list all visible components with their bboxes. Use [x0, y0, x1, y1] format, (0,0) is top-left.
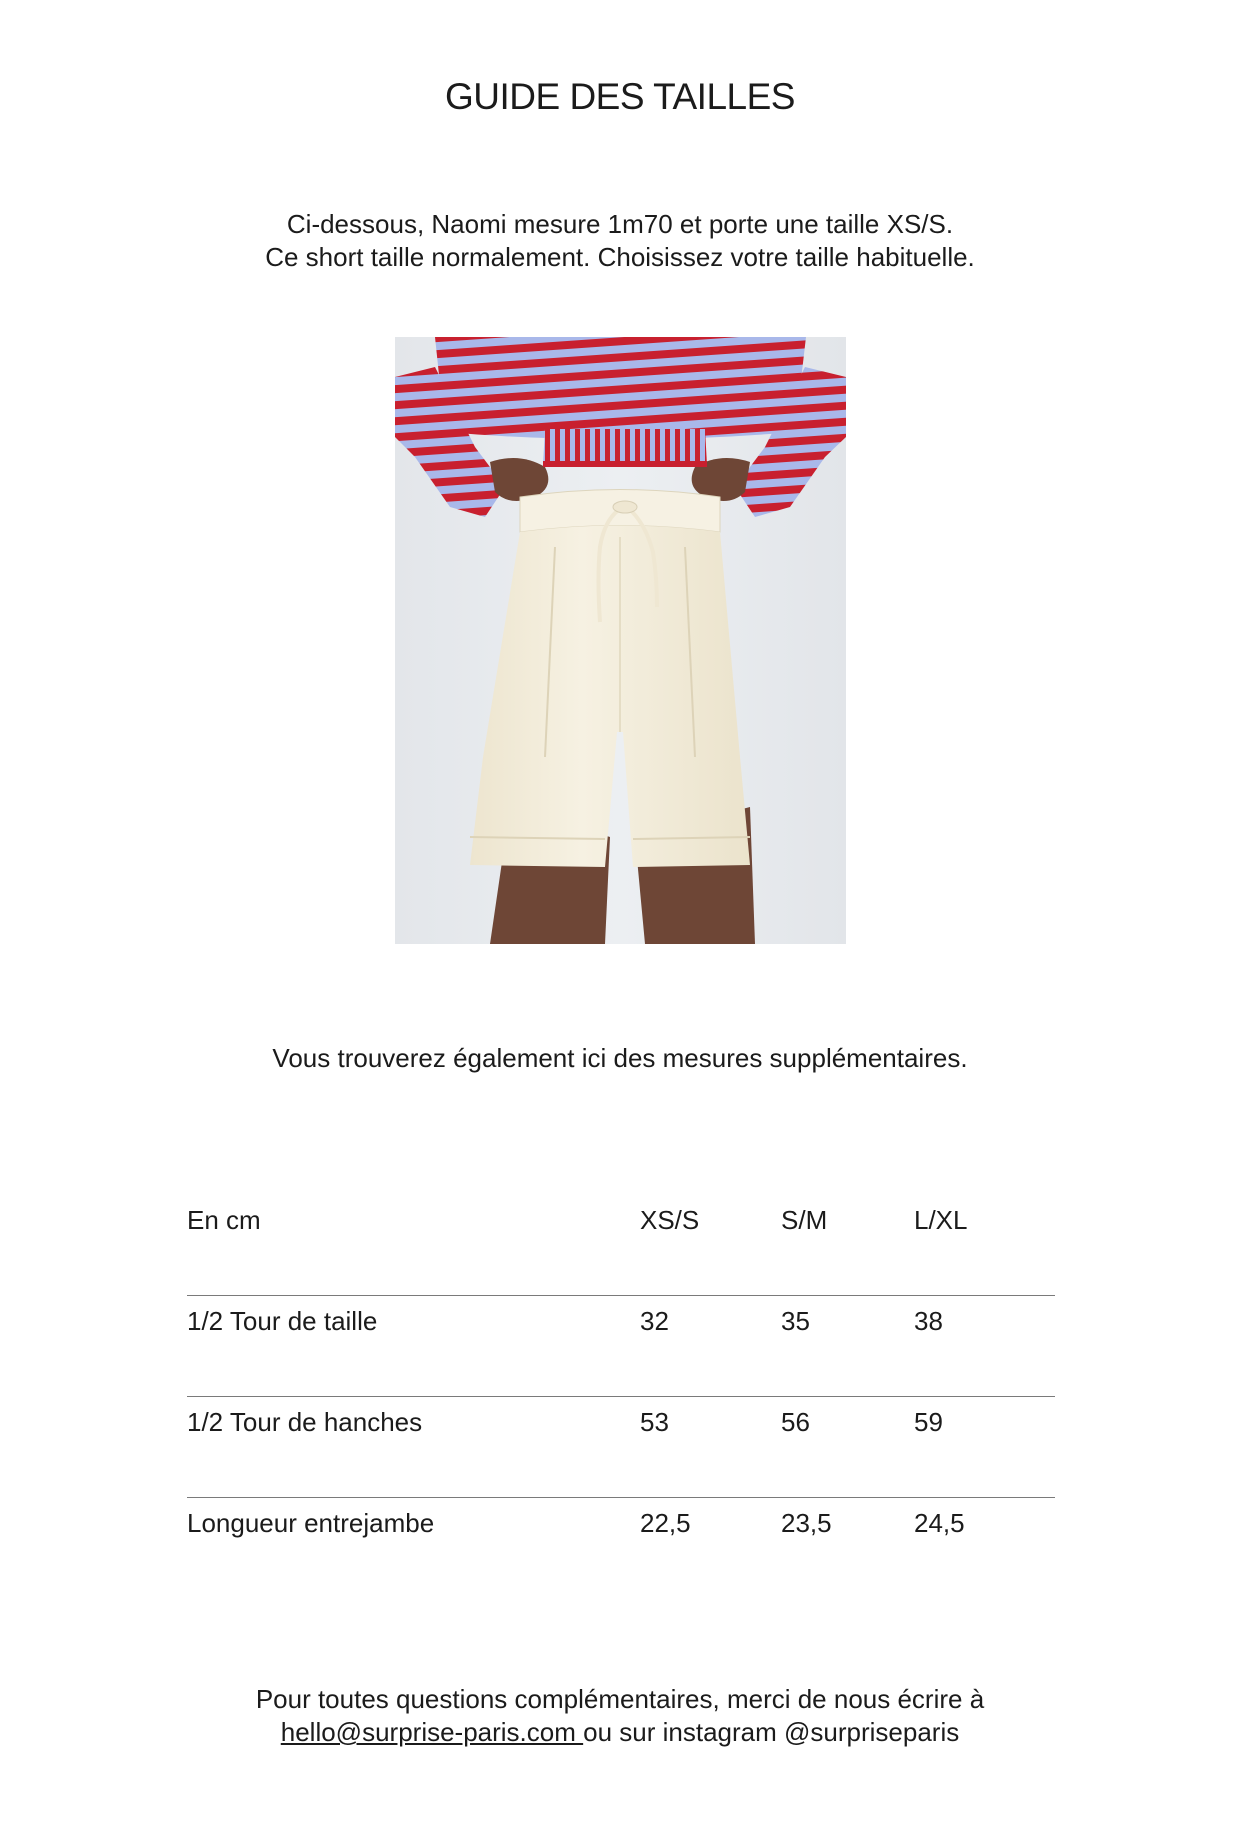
row-value-l-xl: 38 — [914, 1306, 943, 1336]
row-value-l-xl: 24,5 — [914, 1508, 965, 1538]
row-label: Longueur entrejambe — [187, 1508, 435, 1538]
size-table — [187, 1195, 1055, 1598]
table-row — [187, 1498, 1055, 1598]
intro-line-2: Ce short taille normalement. Choisissez votre taille habituelle. — [265, 242, 975, 272]
email-link[interactable]: hello@surprise-paris.com — [280, 1717, 584, 1747]
contact-line-1: Pour toutes questions complémentaires, merci de nous écrire à — [255, 1684, 985, 1714]
intro-text — [0, 208, 1240, 274]
row-value-s-m: 23,5 — [781, 1508, 832, 1538]
contact-text — [0, 1683, 1240, 1749]
row-label: 1/2 Tour de hanches — [187, 1407, 423, 1437]
intro-line-1: Ci-dessous, Naomi mesure 1m70 et porte une taille XS/S. — [286, 209, 954, 239]
table-header-xs-s: XS/S — [640, 1205, 700, 1235]
instagram-text: ou sur instagram @surpriseparis — [583, 1717, 960, 1747]
row-value-l-xl: 59 — [914, 1407, 943, 1437]
model-photo-illustration — [395, 337, 846, 944]
table-row — [187, 1397, 1055, 1498]
extra-measurements-text: Vous trouverez également ici des mesures supplémentaires. — [272, 1043, 968, 1073]
table-header-s-m: S/M — [781, 1205, 828, 1235]
row-value-s-m: 35 — [781, 1306, 810, 1336]
row-value-s-m: 56 — [781, 1407, 810, 1437]
table-header-l-xl: L/XL — [914, 1205, 968, 1235]
page-title: GUIDE DES TAILLES — [445, 76, 795, 117]
table-header-unit: En cm — [187, 1205, 261, 1235]
table-row — [187, 1296, 1055, 1397]
table-header-row — [187, 1195, 1055, 1296]
row-value-xs-s: 53 — [640, 1407, 669, 1437]
model-photo — [395, 337, 846, 944]
row-label: 1/2 Tour de taille — [187, 1306, 378, 1336]
contact-line-2 — [0, 1716, 1240, 1749]
row-value-xs-s: 32 — [640, 1306, 669, 1336]
row-value-xs-s: 22,5 — [640, 1508, 691, 1538]
